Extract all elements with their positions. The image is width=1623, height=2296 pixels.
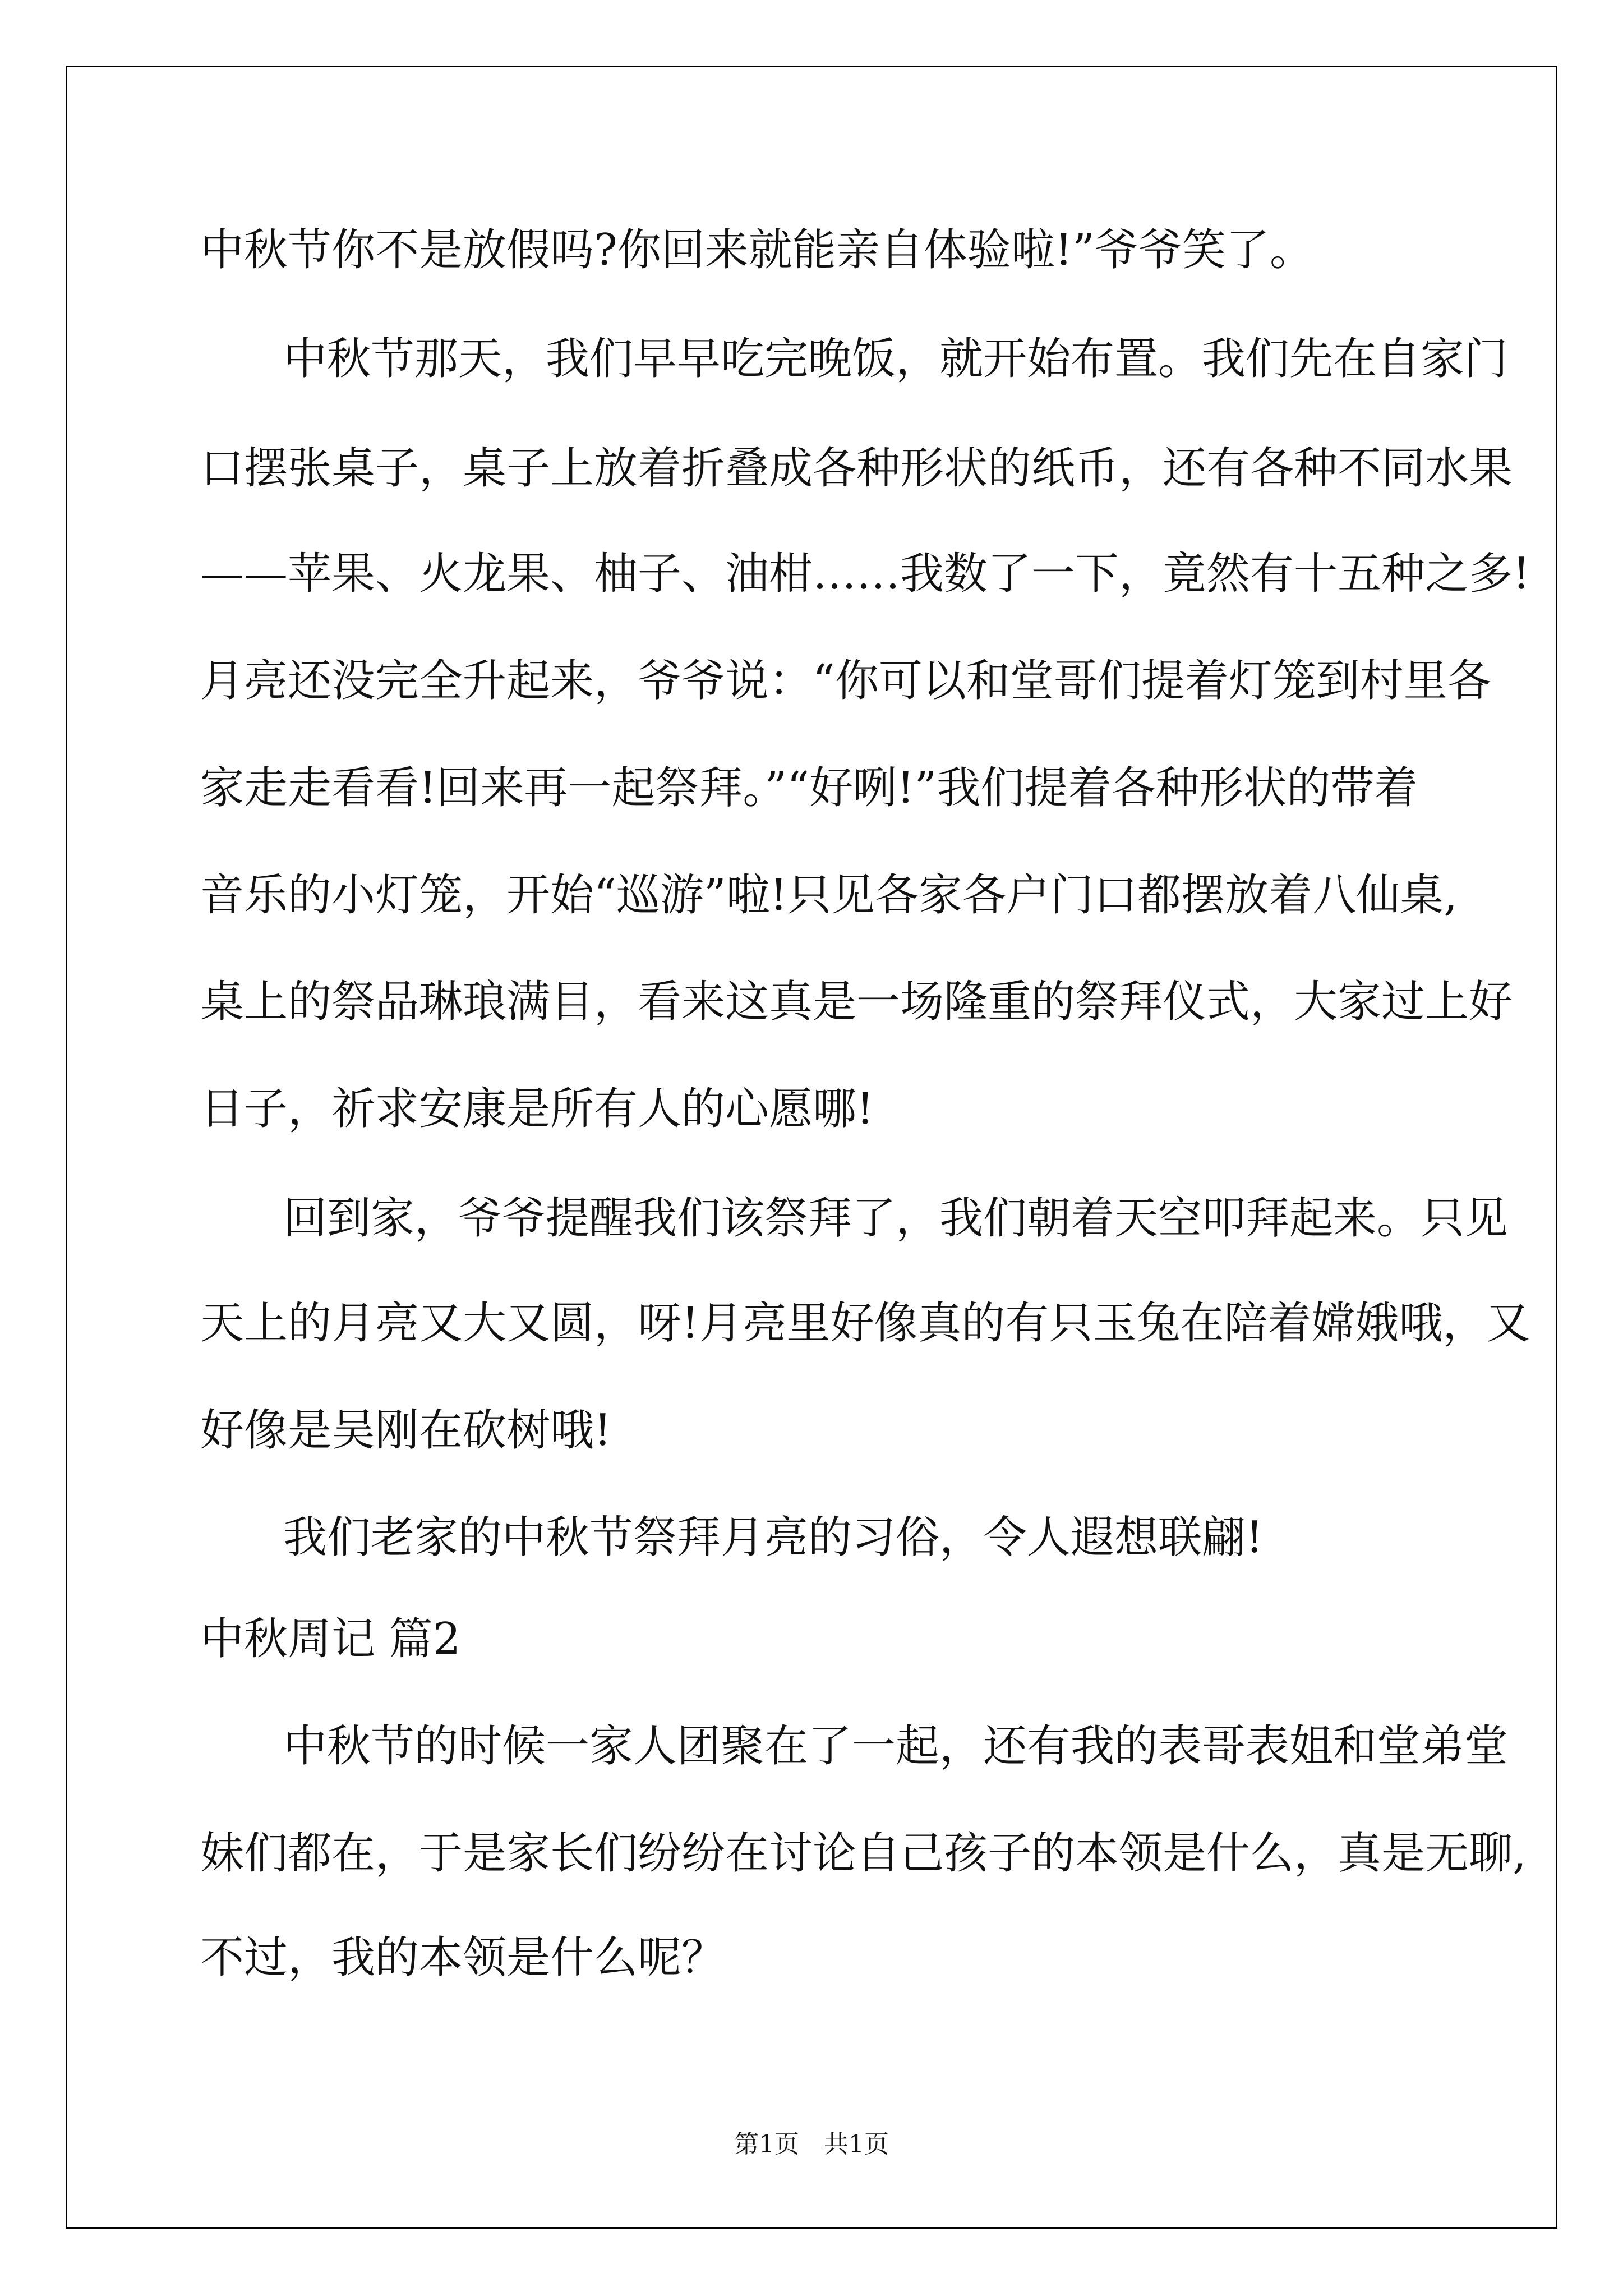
text-line-5: 月亮还没完全升起来，爷爷说：“你可以和堂哥们提着灯笼到村里各	[200, 656, 1491, 706]
section-heading: 中秋周记 篇2	[200, 1614, 461, 1664]
page-footer: 第1页 共1页	[734, 2130, 889, 2159]
text-line-3: 口摆张桌子，桌子上放着折叠成各种形状的纸币，还有各种不同水果	[200, 443, 1513, 494]
text-line-16: 妹们都在，于是家长们纷纷在讨论自己孩子的本领是什么，真是无聊,	[200, 1828, 1527, 1879]
text-line-6: 家走走看看!回来再一起祭拜。”“好咧!”我们提着各种形状的带着	[200, 763, 1418, 813]
text-line-15: 中秋节的时候一家人团聚在了一起，还有我的表哥表姐和堂弟堂	[283, 1721, 1509, 1772]
text-line-1: 中秋节你不是放假吗?你回来就能亲自体验啦!”爷爷笑了。	[200, 225, 1314, 275]
text-line-4: ——苹果、火龙果、柚子、油柑……我数了一下，竟然有十五种之多!	[200, 549, 1530, 599]
text-line-13: 我们老家的中秋节祭拜月亮的习俗，令人遐想联翩!	[283, 1512, 1264, 1563]
text-line-9: 日子，祈求安康是所有人的心愿哪!	[200, 1084, 874, 1134]
text-line-12: 好像是吴刚在砍树哦!	[200, 1405, 612, 1456]
text-line-10: 回到家，爷爷提醒我们该祭拜了，我们朝着天空叩拜起来。只见	[283, 1193, 1509, 1244]
text-line-8: 桌上的祭品琳琅满目，看来这真是一场隆重的祭拜仪式，大家过上好	[200, 977, 1513, 1027]
text-line-11: 天上的月亮又大又圆，呀!月亮里好像真的有只玉兔在陪着嫦娥哦，又	[200, 1298, 1530, 1349]
text-line-17: 不过，我的本领是什么呢？	[200, 1932, 726, 1983]
page-border	[66, 66, 1557, 2229]
text-line-7: 音乐的小灯笼，开始“巡游”啦!只见各家各户门口都摆放着八仙桌,	[200, 870, 1458, 921]
text-line-2: 中秋节那天，我们早早吃完晚饭，就开始布置。我们先在自家门	[283, 334, 1509, 384]
